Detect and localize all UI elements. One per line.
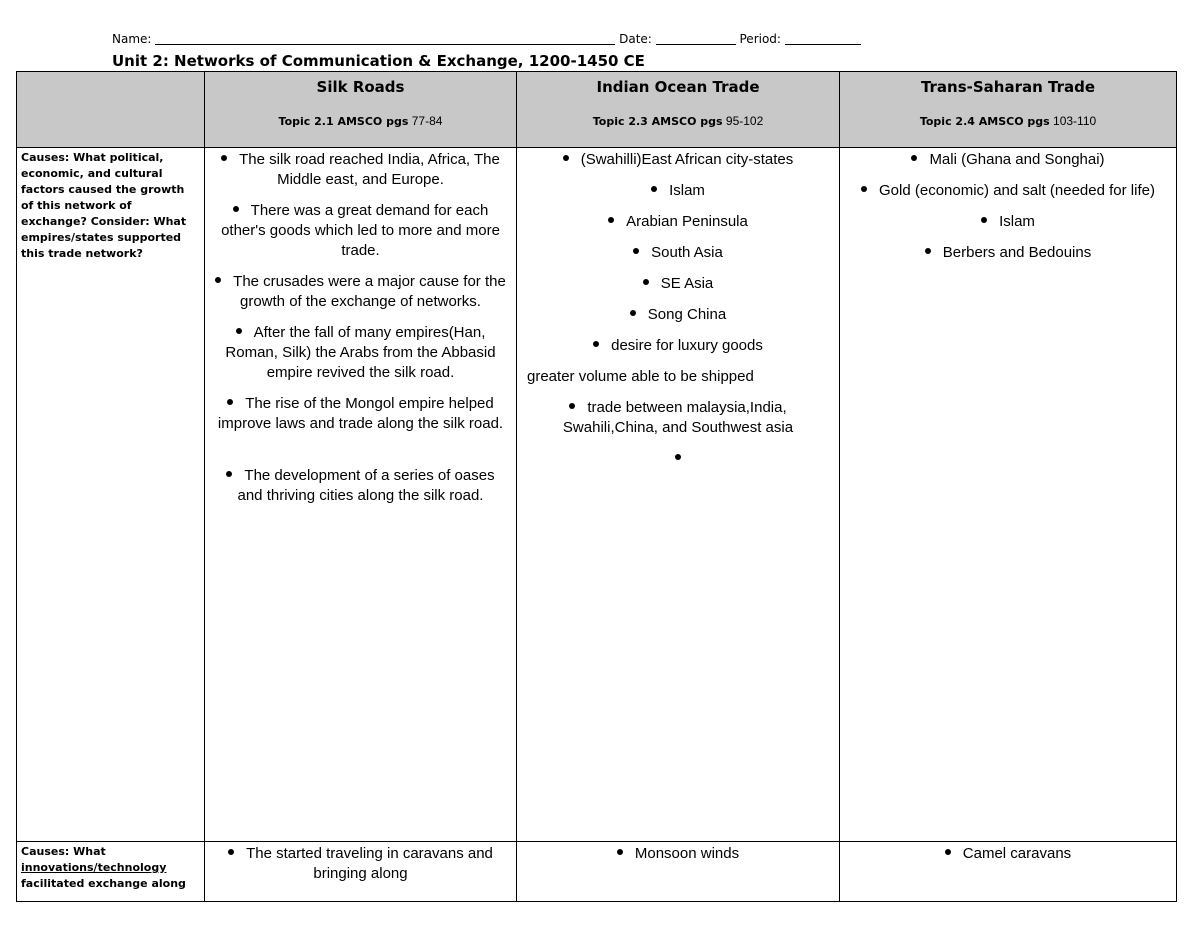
indian-ocean-answer[interactable] [517,148,840,842]
header-trans-saharan [840,72,1177,148]
period-blank[interactable] [785,32,861,45]
list-item: The crusades were a major cause for the growth of the exchange of networks. [215,272,506,312]
trans-saharan-answer[interactable] [840,148,1177,842]
causes-row [17,148,1177,842]
list-item: Arabian Peninsula [527,212,829,232]
list-item: Islam [850,212,1166,232]
name-blank[interactable] [155,32,615,45]
trans-saharan-answer[interactable] [840,842,1177,902]
question-cell: Causes: What innovations/technology facilitated exchange along [17,842,205,902]
topic-reference: Topic 2.1 AMSCO pgs 77-84 [278,114,443,128]
column-title: Silk Roads [316,78,405,96]
list-item: The rise of the Mongol empire helped improve laws and trade along the silk road. [217,395,504,432]
empty-bullet [527,449,829,469]
page-title: Unit 2: Networks of Communication & Exchange, 1200-1450 CE [112,52,645,70]
list-item: SE Asia [527,274,829,294]
column-title: Trans-Saharan Trade [920,78,1096,96]
list-item: desire for luxury goods [527,336,829,356]
list-item: Mali (Ghana and Songhai) [850,150,1166,170]
plain-text-line: greater volume able to be shipped [527,368,754,385]
silk-roads-answer[interactable] [205,148,517,842]
innovations-row [17,842,1177,902]
column-title: Indian Ocean Trade [596,78,760,96]
list-item: Berbers and Bedouins [850,243,1166,263]
list-item: There was a great demand for each other's goods which led to more and more trade. [221,202,500,259]
date-blank[interactable] [656,32,736,45]
indian-ocean-answer[interactable] [517,842,840,902]
list-item: Gold (economic) and salt (needed for life) [850,181,1166,201]
header-indian-ocean [517,72,840,148]
list-item: (Swahilli)East African city-states [527,150,829,170]
list-item: Monsoon winds [527,844,829,864]
name-label: Name: [112,32,152,46]
header-silk-roads [205,72,517,148]
list-item: The silk road reached India, Africa, The Middle east, and Europe. [215,150,506,190]
list-item: Camel caravans [850,844,1166,864]
comparison-table [16,71,1177,902]
list-item: Islam [527,181,829,201]
list-item: trade between malaysia,India, Swahili,China, and Southwest asia [562,399,794,436]
silk-roads-answer[interactable] [205,842,517,902]
header-row [17,72,1177,148]
list-item: The development of a series of oases and thriving cities along the silk road. [215,466,506,506]
header-empty-cell [17,72,205,148]
list-item: Song China [527,305,829,325]
list-item: The started traveling in caravans and bringing along [215,844,506,884]
topic-reference: Topic 2.3 AMSCO pgs 95-102 [592,114,764,128]
student-info-line [112,32,861,46]
period-label: Period: [739,32,781,46]
date-label: Date: [619,32,652,46]
topic-reference: Topic 2.4 AMSCO pgs 103-110 [919,114,1097,128]
question-cell: Causes: What political, economic, and cultural factors caused the growth of this network of exchange? Consider: What empires/states supported this trade network? [17,148,205,842]
list-item: South Asia [527,243,829,263]
list-item: After the fall of many empires(Han, Roman, Silk) the Arabs from the Abbasid empire revived the silk road. [225,324,496,381]
